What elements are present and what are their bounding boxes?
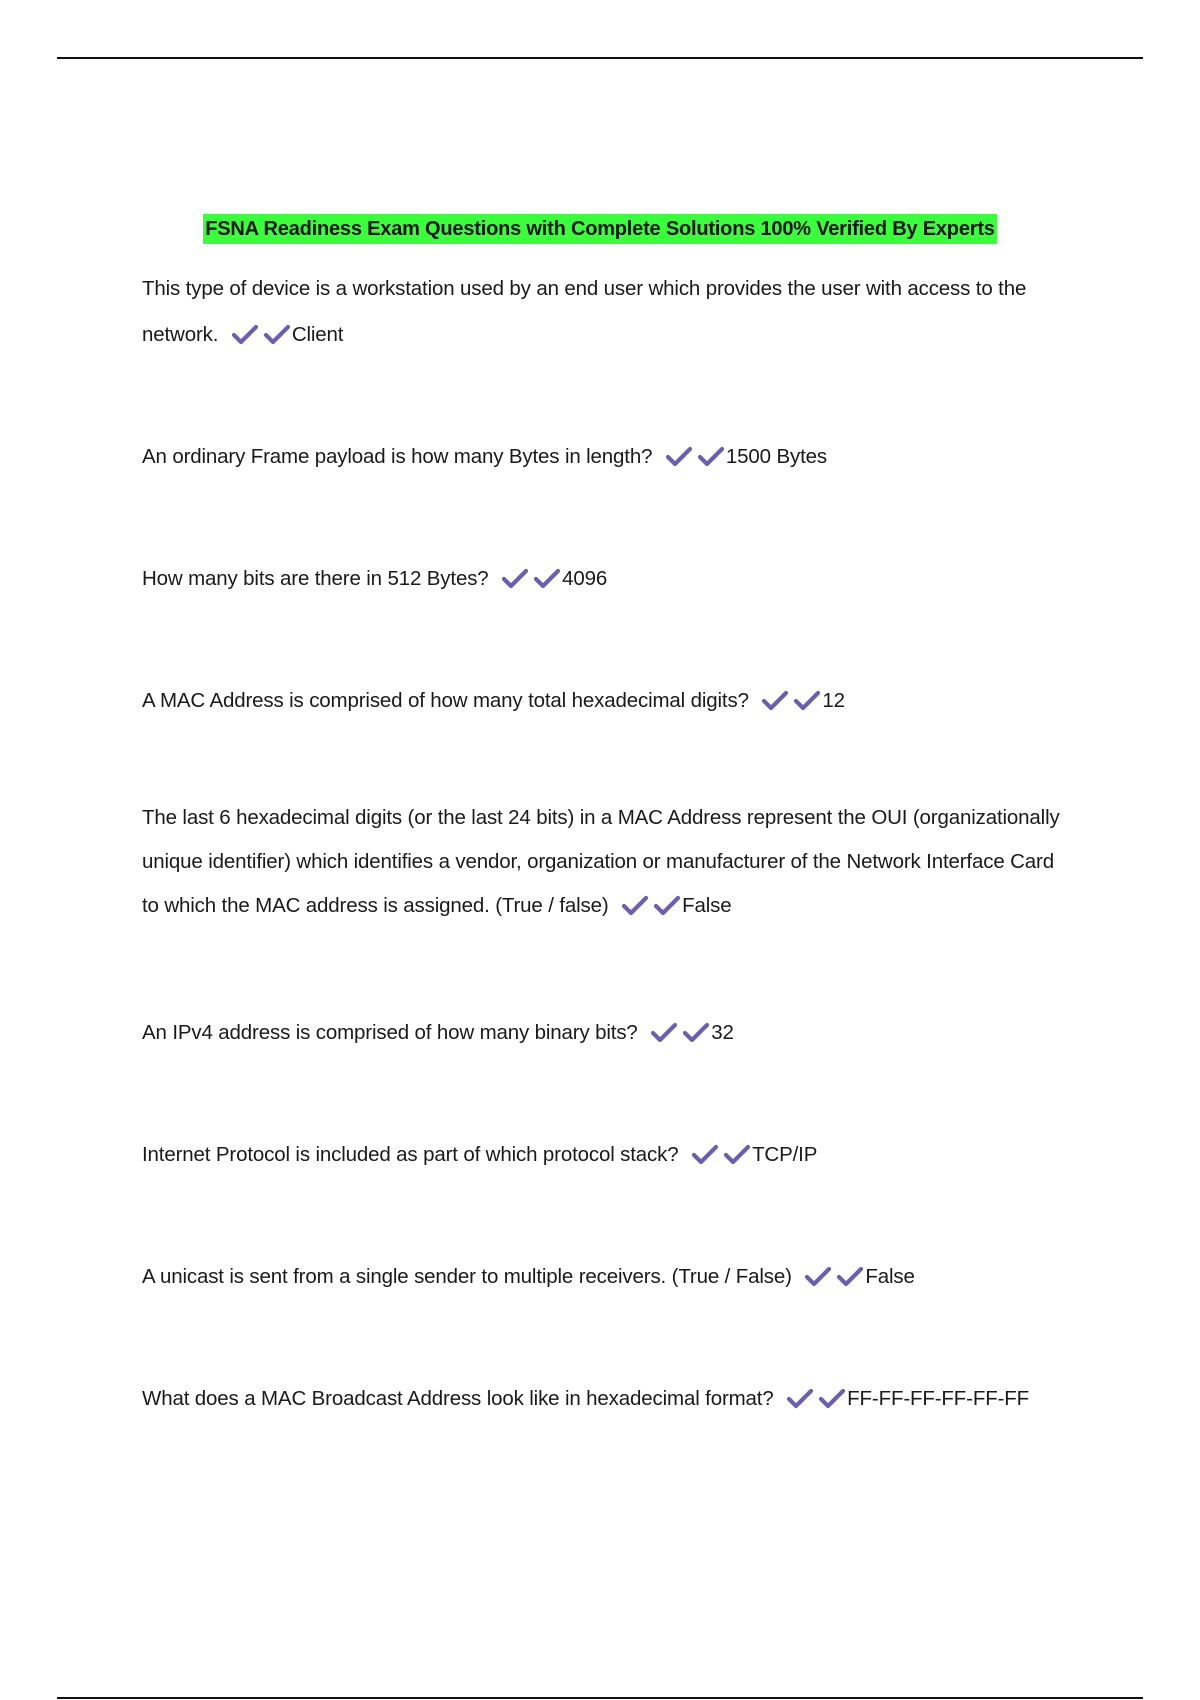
qa-item-1 xyxy=(142,266,1062,358)
double-check-icon xyxy=(232,323,290,345)
check-icon xyxy=(654,894,680,916)
check-icon xyxy=(232,323,258,345)
answer-text: 12 xyxy=(822,689,845,712)
question-text: A MAC Address is comprised of how many total hexadecimal digits? xyxy=(142,689,749,712)
footer-rule xyxy=(57,1697,1143,1699)
qa-item-7 xyxy=(142,1132,1062,1178)
double-check-icon xyxy=(692,1143,750,1165)
qa-item-8 xyxy=(142,1254,1062,1300)
question-text: This type of device is a workstation used by an end user which provides the user with access to the network. xyxy=(142,277,1027,346)
answer-text: 32 xyxy=(711,1021,734,1044)
double-check-icon xyxy=(622,894,680,916)
qa-item-3 xyxy=(142,556,1062,602)
qa-item-5 xyxy=(142,796,1062,928)
check-icon xyxy=(762,689,788,711)
double-check-icon xyxy=(787,1387,845,1409)
qa-item-4 xyxy=(142,678,1062,724)
check-icon xyxy=(622,894,648,916)
check-icon xyxy=(534,567,560,589)
double-check-icon xyxy=(666,445,724,467)
answer-text: Client xyxy=(291,323,344,346)
double-check-icon xyxy=(805,1265,863,1287)
question-text: Internet Protocol is included as part of which protocol stack? xyxy=(142,1143,679,1166)
check-icon xyxy=(819,1387,845,1409)
header-rule xyxy=(57,57,1143,59)
qa-item-2 xyxy=(142,434,1062,480)
question-text: What does a MAC Broadcast Address look like in hexadecimal format? xyxy=(142,1387,774,1410)
answer-text: 1500 Bytes xyxy=(725,445,827,468)
qa-item-9 xyxy=(142,1376,1062,1422)
question-text: A unicast is sent from a single sender to multiple receivers. (True / False) xyxy=(142,1265,792,1288)
check-icon xyxy=(698,445,724,467)
check-icon xyxy=(651,1021,677,1043)
answer-text: 4096 xyxy=(562,567,608,590)
double-check-icon xyxy=(502,567,560,589)
check-icon xyxy=(837,1265,863,1287)
answer-text: TCP/IP xyxy=(752,1143,818,1166)
check-icon xyxy=(787,1387,813,1409)
title-container xyxy=(0,214,1200,244)
answer-text: FF-FF-FF-FF-FF-FF xyxy=(847,1387,1030,1410)
question-text: An IPv4 address is comprised of how many binary bits? xyxy=(142,1021,638,1044)
check-icon xyxy=(724,1143,750,1165)
document-title: FSNA Readiness Exam Questions with Complete Solutions 100% Verified By Experts xyxy=(203,214,996,244)
question-text: How many bits are there in 512 Bytes? xyxy=(142,567,489,590)
double-check-icon xyxy=(762,689,820,711)
double-check-icon xyxy=(651,1021,709,1043)
question-text: An ordinary Frame payload is how many Bytes in length? xyxy=(142,445,653,468)
check-icon xyxy=(794,689,820,711)
answer-text: False xyxy=(865,1265,915,1288)
question-text: The last 6 hexadecimal digits (or the last 24 bits) in a MAC Address represent the OUI (organizationally unique identifier) which identifies a vendor, organization or manufacturer of the Network Interface Card to which the MAC address is assigned. (True / false) xyxy=(142,806,1060,917)
answer-text: False xyxy=(682,894,732,917)
check-icon xyxy=(502,567,528,589)
check-icon xyxy=(692,1143,718,1165)
check-icon xyxy=(683,1021,709,1043)
check-icon xyxy=(805,1265,831,1287)
check-icon xyxy=(666,445,692,467)
qa-item-6 xyxy=(142,1010,1062,1056)
check-icon xyxy=(264,323,290,345)
